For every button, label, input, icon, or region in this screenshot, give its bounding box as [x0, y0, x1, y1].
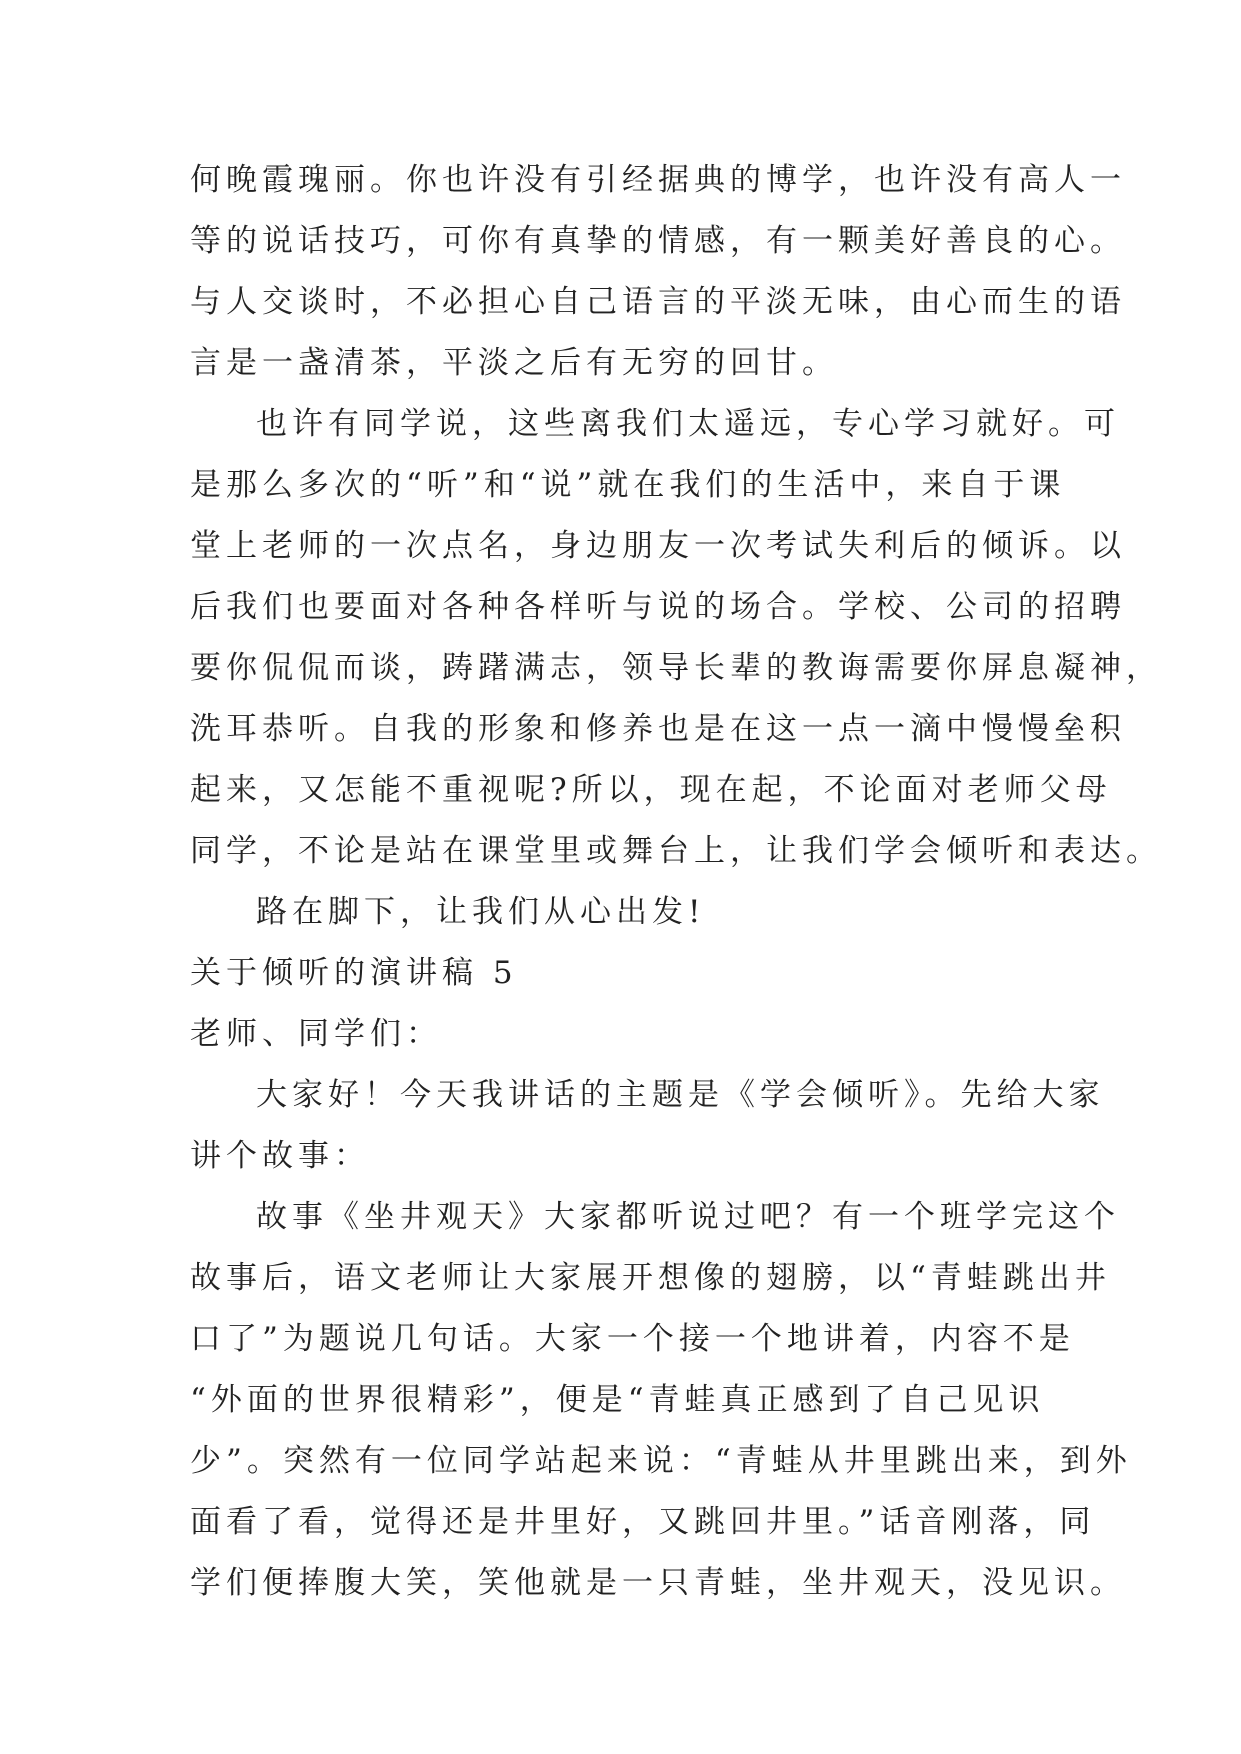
- text-line: 大家好！今天我讲话的主题是《学会倾听》。先给大家: [256, 1077, 1105, 1113]
- text-line: 学们便捧腹大笑，笑他就是一只青蛙，坐井观天，没见识。: [190, 1565, 1126, 1601]
- text-line: 故事后，语文老师让大家展开想像的翅膀，以“青蛙跳出井: [190, 1260, 1111, 1296]
- text-line: 同学，不论是站在课堂里或舞台上，让我们学会倾听和表达。: [190, 833, 1162, 869]
- text-line: 口了”为题说几句话。大家一个接一个地讲着，内容不是: [190, 1321, 1075, 1357]
- text-line: 后我们也要面对各种各样听与说的场合。学校、公司的招聘: [190, 589, 1126, 625]
- text-line: 路在脚下，让我们从心出发!: [256, 894, 706, 930]
- text-line: 也许有同学说，这些离我们太遥远，专心学习就好。可: [256, 406, 1120, 442]
- document-body: [190, 150, 1162, 1614]
- text-line: 讲个故事：: [190, 1138, 370, 1174]
- text-line: 言是一盏清茶，平淡之后有无穷的回甘。: [190, 345, 838, 381]
- text-line: 堂上老师的一次点名，身边朋友一次考试失利后的倾诉。以: [190, 528, 1126, 564]
- text-line: 是那么多次的“听”和“说”就在我们的生活中，来自于课: [190, 467, 1066, 503]
- text-line: 等的说话技巧，可你有真挚的情感，有一颗美好善良的心。: [190, 223, 1126, 259]
- text-line: “外面的世界很精彩”，便是“青蛙真正感到了自己见识: [190, 1382, 1045, 1418]
- text-line: 起来，又怎能不重视呢?所以，现在起，不论面对老师父母: [190, 772, 1112, 808]
- text-line: 面看了看，觉得还是井里好，又跳回井里。”话音刚落，同: [190, 1504, 1096, 1540]
- text-line: 与人交谈时，不必担心自己语言的平淡无味，由心而生的语: [190, 284, 1126, 320]
- text-line: 关于倾听的演讲稿 5: [190, 955, 518, 991]
- text-line: 少”。突然有一位同学站起来说：“青蛙从井里跳出来，到外: [190, 1443, 1132, 1479]
- text-line: 老师、同学们：: [190, 1016, 442, 1052]
- text-line: 洗耳恭听。自我的形象和修养也是在这一点一滴中慢慢垒积: [190, 711, 1126, 747]
- text-line: 故事《坐井观天》大家都听说过吧？有一个班学完这个: [256, 1199, 1120, 1235]
- text-line: 何晚霞瑰丽。你也许没有引经据典的博学，也许没有高人一: [190, 162, 1126, 198]
- text-line: 要你侃侃而谈，踌躇满志，领导长辈的教诲需要你屏息凝神，: [190, 650, 1162, 686]
